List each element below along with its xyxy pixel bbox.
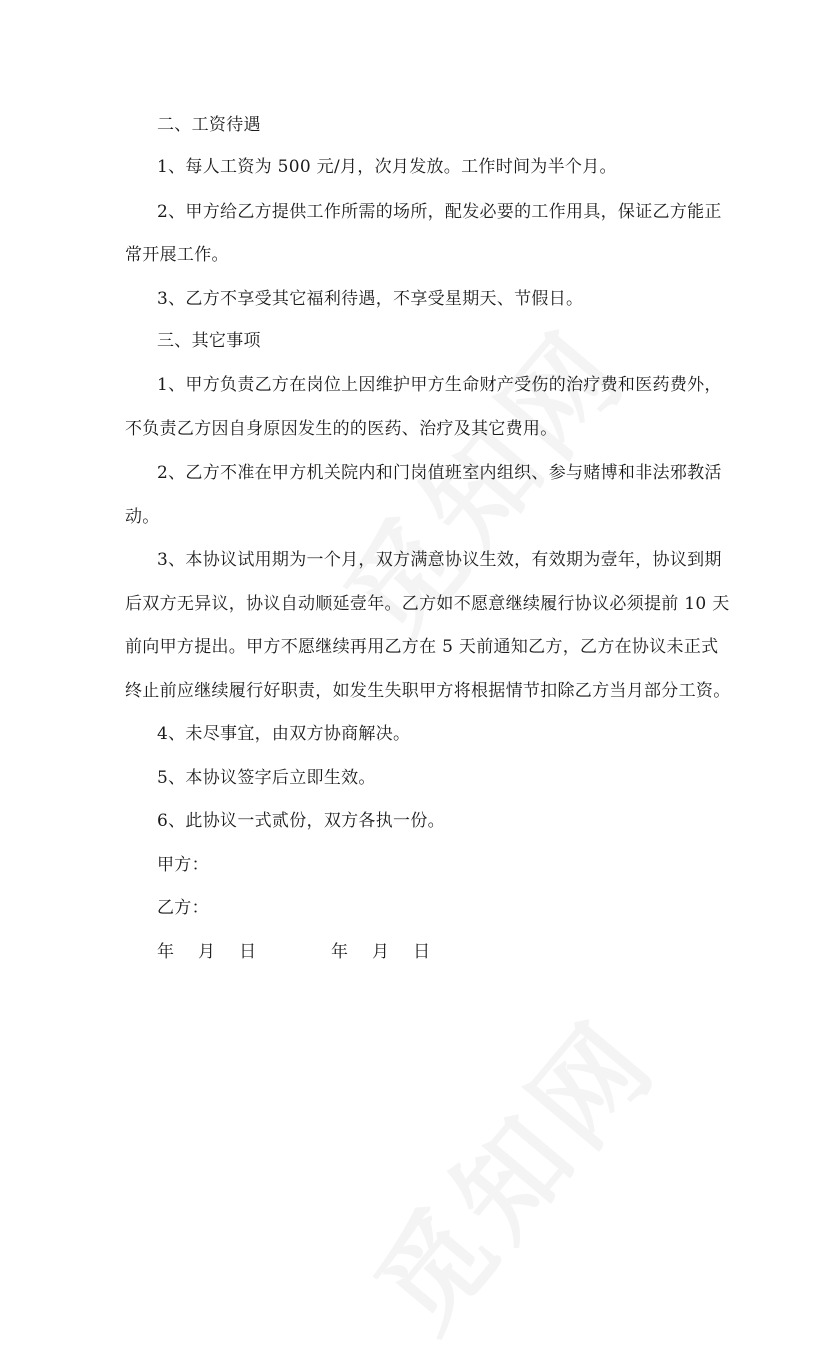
date-month-label: 月 (372, 942, 390, 962)
clause-wage-2: 2、甲方给乙方提供工作所需的场所，配发必要的工作用具，保证乙方能正 (157, 202, 722, 222)
date-year-label: 年 (331, 942, 349, 962)
party-b-label: 乙方： (157, 898, 209, 918)
section-heading-wages: 二、工资待遇 (157, 115, 261, 135)
section-heading-other: 三、其它事项 (157, 331, 261, 351)
clause-other-6: 6、此协议一式贰份，双方各执一份。 (157, 811, 445, 831)
date-day-label: 日 (239, 942, 257, 962)
clause-other-3-cont-2: 前向甲方提出。甲方不愿继续再用乙方在 5 天前通知乙方，乙方在协议未正式 (125, 637, 719, 657)
clause-other-1: 1、甲方负责乙方在岗位上因维护甲方生命财产受伤的治疗费和医药费外， (157, 375, 722, 395)
watermark-bottom (334, 980, 686, 1357)
clause-other-3-cont-1: 后双方无异议，协议自动顺延壹年。乙方如不愿意继续履行协议必须提前 10 天 (125, 594, 730, 614)
clause-other-2-cont: 动。 (125, 507, 160, 527)
clause-other-3-cont-3: 终止前应继续履行好职责，如发生失职甲方将根据情节扣除乙方当月部分工资。 (125, 681, 731, 701)
clause-other-5: 5、本协议签字后立即生效。 (157, 768, 376, 788)
clause-other-2: 2、乙方不准在甲方机关院内和门岗值班室内组织、参与赌博和非法邪教活 (157, 463, 722, 483)
party-a-label: 甲方： (157, 855, 209, 875)
date-party-a (157, 941, 256, 963)
clause-other-1-cont: 不负责乙方因自身原因发生的的医药、治疗及其它费用。 (125, 419, 558, 439)
clause-wage-1: 1、每人工资为 500 元/月，次月发放。工作时间为半个月。 (157, 157, 617, 177)
clause-other-4: 4、未尽事宜，由双方协商解决。 (157, 724, 411, 744)
date-day-label: 日 (413, 942, 431, 962)
date-month-label: 月 (198, 942, 216, 962)
clause-wage-2-cont: 常开展工作。 (125, 245, 229, 265)
date-year-label: 年 (157, 942, 175, 962)
clause-wage-3: 3、乙方不享受其它福利待遇，不享受星期天、节假日。 (157, 289, 584, 309)
date-party-b (331, 941, 430, 963)
clause-other-3: 3、本协议试用期为一个月，双方满意协议生效，有效期为壹年，协议到期 (157, 550, 722, 570)
